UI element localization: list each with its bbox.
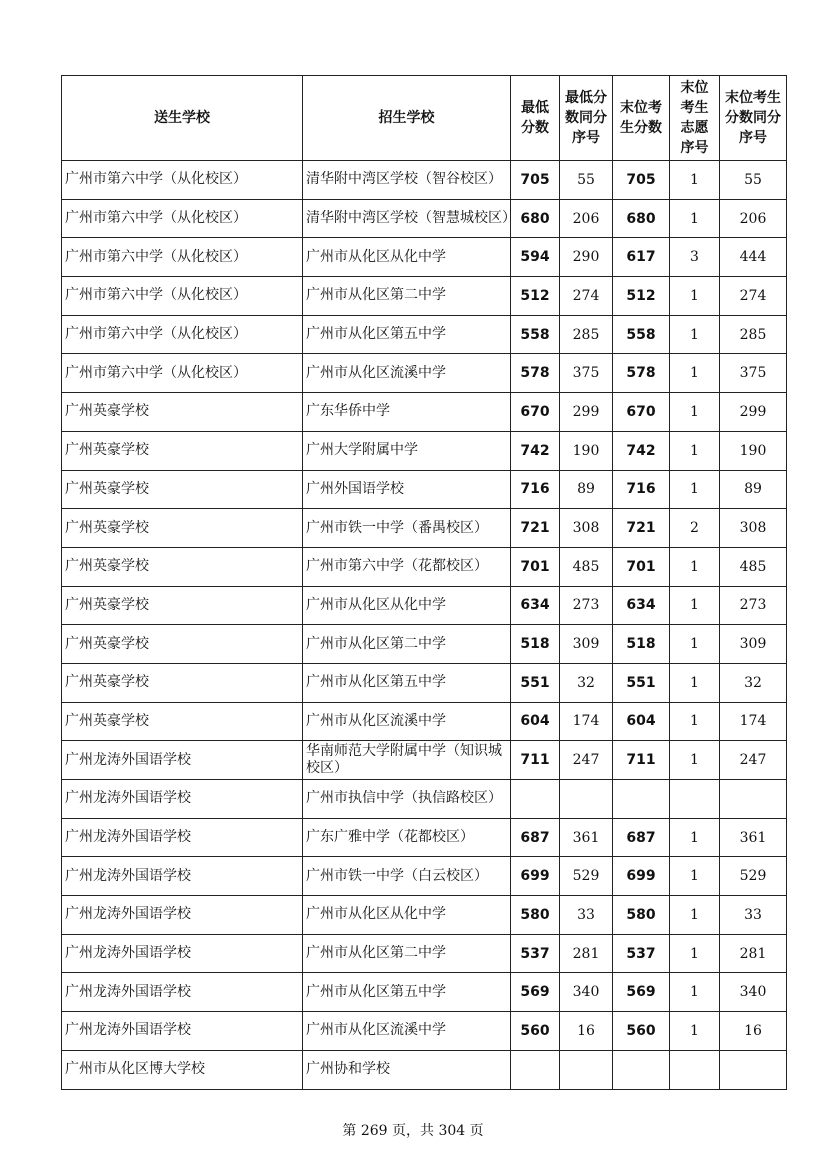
- header-sending-school: 送生学校: [62, 76, 303, 161]
- cell-min-score: 711: [511, 741, 560, 780]
- cell-last-student-choice-rank: 1: [670, 857, 720, 896]
- cell-min-score-tie-rank: 273: [560, 586, 613, 625]
- cell-min-score-tie-rank: 375: [560, 354, 613, 393]
- cell-admitting-school: 广州市从化区流溪中学: [303, 702, 511, 741]
- table-row: [62, 857, 787, 896]
- cell-last-student-score: 742: [613, 431, 670, 470]
- cell-last-student-tie-rank: 309: [720, 625, 787, 664]
- table-row: [62, 238, 787, 277]
- cell-sending-school: 广州市第六中学（从化校区）: [62, 354, 303, 393]
- cell-min-score-tie-rank: 190: [560, 431, 613, 470]
- cell-last-student-score: 512: [613, 277, 670, 316]
- cell-last-student-choice-rank: 1: [670, 586, 720, 625]
- cell-min-score: 721: [511, 509, 560, 548]
- cell-sending-school: 广州市从化区博大学校: [62, 1050, 303, 1089]
- cell-last-student-tie-rank: 444: [720, 238, 787, 277]
- cell-min-score: 670: [511, 393, 560, 432]
- cell-sending-school: 广州市第六中学（从化校区）: [62, 238, 303, 277]
- cell-min-score: 687: [511, 818, 560, 857]
- cell-min-score: 558: [511, 315, 560, 354]
- cell-min-score-tie-rank: 16: [560, 1012, 613, 1051]
- cell-min-score: 701: [511, 547, 560, 586]
- table-row: [62, 973, 787, 1012]
- table-row: [62, 277, 787, 316]
- cell-last-student-choice-rank: 3: [670, 238, 720, 277]
- cell-admitting-school: 广东华侨中学: [303, 393, 511, 432]
- table-row: [62, 702, 787, 741]
- cell-last-student-choice-rank: 1: [670, 354, 720, 393]
- header-last-student-tie-rank: 末位考生分数同分序号: [720, 76, 787, 161]
- cell-min-score: 604: [511, 702, 560, 741]
- table-row: [62, 315, 787, 354]
- cell-last-student-tie-rank: 308: [720, 509, 787, 548]
- cell-sending-school: 广州英豪学校: [62, 470, 303, 509]
- cell-admitting-school: 广州市执信中学（执信路校区）: [303, 780, 511, 819]
- cell-min-score-tie-rank: 285: [560, 315, 613, 354]
- cell-sending-school: 广州英豪学校: [62, 586, 303, 625]
- cell-sending-school: 广州英豪学校: [62, 663, 303, 702]
- cell-min-score: [511, 780, 560, 819]
- cell-admitting-school: 广东广雅中学（花都校区）: [303, 818, 511, 857]
- cell-min-score-tie-rank: 529: [560, 857, 613, 896]
- cell-min-score-tie-rank: [560, 1050, 613, 1089]
- cell-last-student-choice-rank: 1: [670, 161, 720, 200]
- cell-last-student-tie-rank: [720, 780, 787, 819]
- cell-admitting-school: 广州市从化区第二中学: [303, 934, 511, 973]
- cell-admitting-school: 广州市从化区第五中学: [303, 663, 511, 702]
- cell-last-student-score: 716: [613, 470, 670, 509]
- cell-sending-school: 广州市第六中学（从化校区）: [62, 315, 303, 354]
- cell-last-student-choice-rank: 2: [670, 509, 720, 548]
- cell-last-student-score: 578: [613, 354, 670, 393]
- table-row: [62, 470, 787, 509]
- cell-min-score-tie-rank: 308: [560, 509, 613, 548]
- cell-last-student-score: 680: [613, 199, 670, 238]
- cell-last-student-score: 604: [613, 702, 670, 741]
- table-row: [62, 663, 787, 702]
- cell-admitting-school: 广州市铁一中学（白云校区）: [303, 857, 511, 896]
- cell-last-student-tie-rank: [720, 1050, 787, 1089]
- cell-last-student-tie-rank: 273: [720, 586, 787, 625]
- table-row: [62, 741, 787, 780]
- cell-last-student-tie-rank: 375: [720, 354, 787, 393]
- cell-last-student-choice-rank: 1: [670, 973, 720, 1012]
- cell-min-score-tie-rank: 89: [560, 470, 613, 509]
- cell-last-student-choice-rank: 1: [670, 277, 720, 316]
- cell-admitting-school: 清华附中湾区学校（智慧城校区）: [303, 199, 511, 238]
- cell-admitting-school: 广州市第六中学（花都校区）: [303, 547, 511, 586]
- cell-sending-school: 广州龙涛外国语学校: [62, 818, 303, 857]
- cell-last-student-tie-rank: 55: [720, 161, 787, 200]
- admission-table-container: [61, 75, 786, 1090]
- cell-admitting-school: 广州市从化区第二中学: [303, 277, 511, 316]
- table-row: [62, 818, 787, 857]
- cell-min-score-tie-rank: 340: [560, 973, 613, 1012]
- cell-admitting-school: 广州市从化区第二中学: [303, 625, 511, 664]
- table-row: [62, 509, 787, 548]
- cell-last-student-tie-rank: 285: [720, 315, 787, 354]
- table-row: [62, 780, 787, 819]
- cell-min-score-tie-rank: 281: [560, 934, 613, 973]
- table-row: [62, 625, 787, 664]
- cell-sending-school: 广州龙涛外国语学校: [62, 1012, 303, 1051]
- table-row: [62, 199, 787, 238]
- cell-sending-school: 广州英豪学校: [62, 702, 303, 741]
- cell-last-student-choice-rank: 1: [670, 896, 720, 935]
- cell-last-student-tie-rank: 89: [720, 470, 787, 509]
- cell-admitting-school: 广州市从化区流溪中学: [303, 354, 511, 393]
- cell-last-student-score: 569: [613, 973, 670, 1012]
- cell-last-student-choice-rank: 1: [670, 1012, 720, 1051]
- cell-last-student-score: 705: [613, 161, 670, 200]
- cell-last-student-tie-rank: 190: [720, 431, 787, 470]
- table-row: [62, 1012, 787, 1051]
- cell-last-student-choice-rank: 1: [670, 741, 720, 780]
- cell-last-student-choice-rank: [670, 780, 720, 819]
- cell-last-student-score: 701: [613, 547, 670, 586]
- cell-last-student-score: 634: [613, 586, 670, 625]
- cell-min-score: 569: [511, 973, 560, 1012]
- cell-min-score-tie-rank: 33: [560, 896, 613, 935]
- header-min-score-tie-rank: 最低分数同分序号: [560, 76, 613, 161]
- cell-last-student-tie-rank: 340: [720, 973, 787, 1012]
- cell-min-score: 594: [511, 238, 560, 277]
- cell-last-student-choice-rank: 1: [670, 199, 720, 238]
- cell-last-student-tie-rank: 247: [720, 741, 787, 780]
- cell-last-student-choice-rank: 1: [670, 315, 720, 354]
- cell-admitting-school: 广州市从化区从化中学: [303, 238, 511, 277]
- cell-last-student-tie-rank: 16: [720, 1012, 787, 1051]
- table-row: [62, 161, 787, 200]
- cell-min-score: 716: [511, 470, 560, 509]
- cell-min-score: 742: [511, 431, 560, 470]
- cell-min-score-tie-rank: 361: [560, 818, 613, 857]
- cell-last-student-score: 711: [613, 741, 670, 780]
- cell-last-student-tie-rank: 529: [720, 857, 787, 896]
- cell-min-score-tie-rank: 174: [560, 702, 613, 741]
- cell-min-score: 705: [511, 161, 560, 200]
- admission-table: [61, 75, 787, 1090]
- cell-last-student-score: 699: [613, 857, 670, 896]
- table-body: [62, 161, 787, 1090]
- cell-sending-school: 广州龙涛外国语学校: [62, 934, 303, 973]
- cell-admitting-school: 华南师范大学附属中学（知识城校区）: [303, 741, 511, 780]
- cell-last-student-tie-rank: 361: [720, 818, 787, 857]
- cell-last-student-score: 518: [613, 625, 670, 664]
- cell-last-student-tie-rank: 32: [720, 663, 787, 702]
- cell-min-score: 634: [511, 586, 560, 625]
- cell-last-student-score: 617: [613, 238, 670, 277]
- cell-min-score: 578: [511, 354, 560, 393]
- cell-last-student-choice-rank: 1: [670, 431, 720, 470]
- cell-min-score-tie-rank: 55: [560, 161, 613, 200]
- header-min-score: 最低分数: [511, 76, 560, 161]
- header-last-student-score: 末位考生分数: [613, 76, 670, 161]
- cell-sending-school: 广州市第六中学（从化校区）: [62, 277, 303, 316]
- cell-min-score: 680: [511, 199, 560, 238]
- cell-last-student-choice-rank: [670, 1050, 720, 1089]
- cell-min-score: 560: [511, 1012, 560, 1051]
- cell-last-student-choice-rank: 1: [670, 547, 720, 586]
- cell-min-score: 537: [511, 934, 560, 973]
- cell-sending-school: 广州龙涛外国语学校: [62, 896, 303, 935]
- cell-last-student-tie-rank: 206: [720, 199, 787, 238]
- cell-min-score: [511, 1050, 560, 1089]
- page-footer: 第 269 页，共 304 页: [342, 1123, 484, 1139]
- table-header-row: [62, 76, 787, 161]
- cell-last-student-choice-rank: 1: [670, 663, 720, 702]
- table-row: [62, 586, 787, 625]
- cell-last-student-choice-rank: 1: [670, 393, 720, 432]
- cell-min-score: 518: [511, 625, 560, 664]
- cell-last-student-score: [613, 780, 670, 819]
- cell-last-student-choice-rank: 1: [670, 818, 720, 857]
- cell-last-student-choice-rank: 1: [670, 470, 720, 509]
- table-row: [62, 1050, 787, 1089]
- cell-min-score: 512: [511, 277, 560, 316]
- cell-last-student-tie-rank: 299: [720, 393, 787, 432]
- cell-last-student-choice-rank: 1: [670, 934, 720, 973]
- table-row: [62, 354, 787, 393]
- table-row: [62, 431, 787, 470]
- cell-sending-school: 广州龙涛外国语学校: [62, 741, 303, 780]
- cell-last-student-tie-rank: 485: [720, 547, 787, 586]
- table-row: [62, 896, 787, 935]
- cell-admitting-school: 广州市从化区第五中学: [303, 973, 511, 1012]
- cell-min-score-tie-rank: 290: [560, 238, 613, 277]
- cell-last-student-score: 580: [613, 896, 670, 935]
- cell-sending-school: 广州英豪学校: [62, 393, 303, 432]
- table-row: [62, 934, 787, 973]
- cell-min-score-tie-rank: 274: [560, 277, 613, 316]
- cell-last-student-tie-rank: 274: [720, 277, 787, 316]
- cell-admitting-school: 清华附中湾区学校（智谷校区）: [303, 161, 511, 200]
- header-last-student-choice-rank: 末位考生志愿序号: [670, 76, 720, 161]
- cell-min-score-tie-rank: 299: [560, 393, 613, 432]
- cell-admitting-school: 广州协和学校: [303, 1050, 511, 1089]
- cell-last-student-score: 558: [613, 315, 670, 354]
- cell-last-student-tie-rank: 33: [720, 896, 787, 935]
- cell-admitting-school: 广州市从化区从化中学: [303, 896, 511, 935]
- header-admitting-school: 招生学校: [303, 76, 511, 161]
- cell-min-score-tie-rank: [560, 780, 613, 819]
- cell-min-score-tie-rank: 206: [560, 199, 613, 238]
- cell-last-student-score: 537: [613, 934, 670, 973]
- cell-admitting-school: 广州市从化区流溪中学: [303, 1012, 511, 1051]
- cell-last-student-tie-rank: 281: [720, 934, 787, 973]
- cell-admitting-school: 广州市从化区第五中学: [303, 315, 511, 354]
- table-row: [62, 393, 787, 432]
- cell-min-score: 699: [511, 857, 560, 896]
- cell-sending-school: 广州市第六中学（从化校区）: [62, 199, 303, 238]
- cell-sending-school: 广州龙涛外国语学校: [62, 973, 303, 1012]
- cell-last-student-score: [613, 1050, 670, 1089]
- cell-last-student-choice-rank: 1: [670, 625, 720, 664]
- cell-min-score-tie-rank: 32: [560, 663, 613, 702]
- cell-last-student-score: 560: [613, 1012, 670, 1051]
- cell-sending-school: 广州龙涛外国语学校: [62, 780, 303, 819]
- cell-sending-school: 广州英豪学校: [62, 625, 303, 664]
- cell-last-student-score: 687: [613, 818, 670, 857]
- cell-last-student-tie-rank: 174: [720, 702, 787, 741]
- cell-last-student-score: 670: [613, 393, 670, 432]
- cell-sending-school: 广州市第六中学（从化校区）: [62, 161, 303, 200]
- cell-sending-school: 广州龙涛外国语学校: [62, 857, 303, 896]
- cell-admitting-school: 广州外国语学校: [303, 470, 511, 509]
- cell-min-score: 580: [511, 896, 560, 935]
- cell-last-student-score: 721: [613, 509, 670, 548]
- cell-last-student-score: 551: [613, 663, 670, 702]
- cell-min-score-tie-rank: 309: [560, 625, 613, 664]
- cell-min-score-tie-rank: 247: [560, 741, 613, 780]
- cell-admitting-school: 广州市从化区从化中学: [303, 586, 511, 625]
- cell-min-score-tie-rank: 485: [560, 547, 613, 586]
- table-row: [62, 547, 787, 586]
- cell-sending-school: 广州英豪学校: [62, 431, 303, 470]
- cell-admitting-school: 广州大学附属中学: [303, 431, 511, 470]
- cell-admitting-school: 广州市铁一中学（番禺校区）: [303, 509, 511, 548]
- cell-sending-school: 广州英豪学校: [62, 509, 303, 548]
- cell-sending-school: 广州英豪学校: [62, 547, 303, 586]
- cell-min-score: 551: [511, 663, 560, 702]
- cell-last-student-choice-rank: 1: [670, 702, 720, 741]
